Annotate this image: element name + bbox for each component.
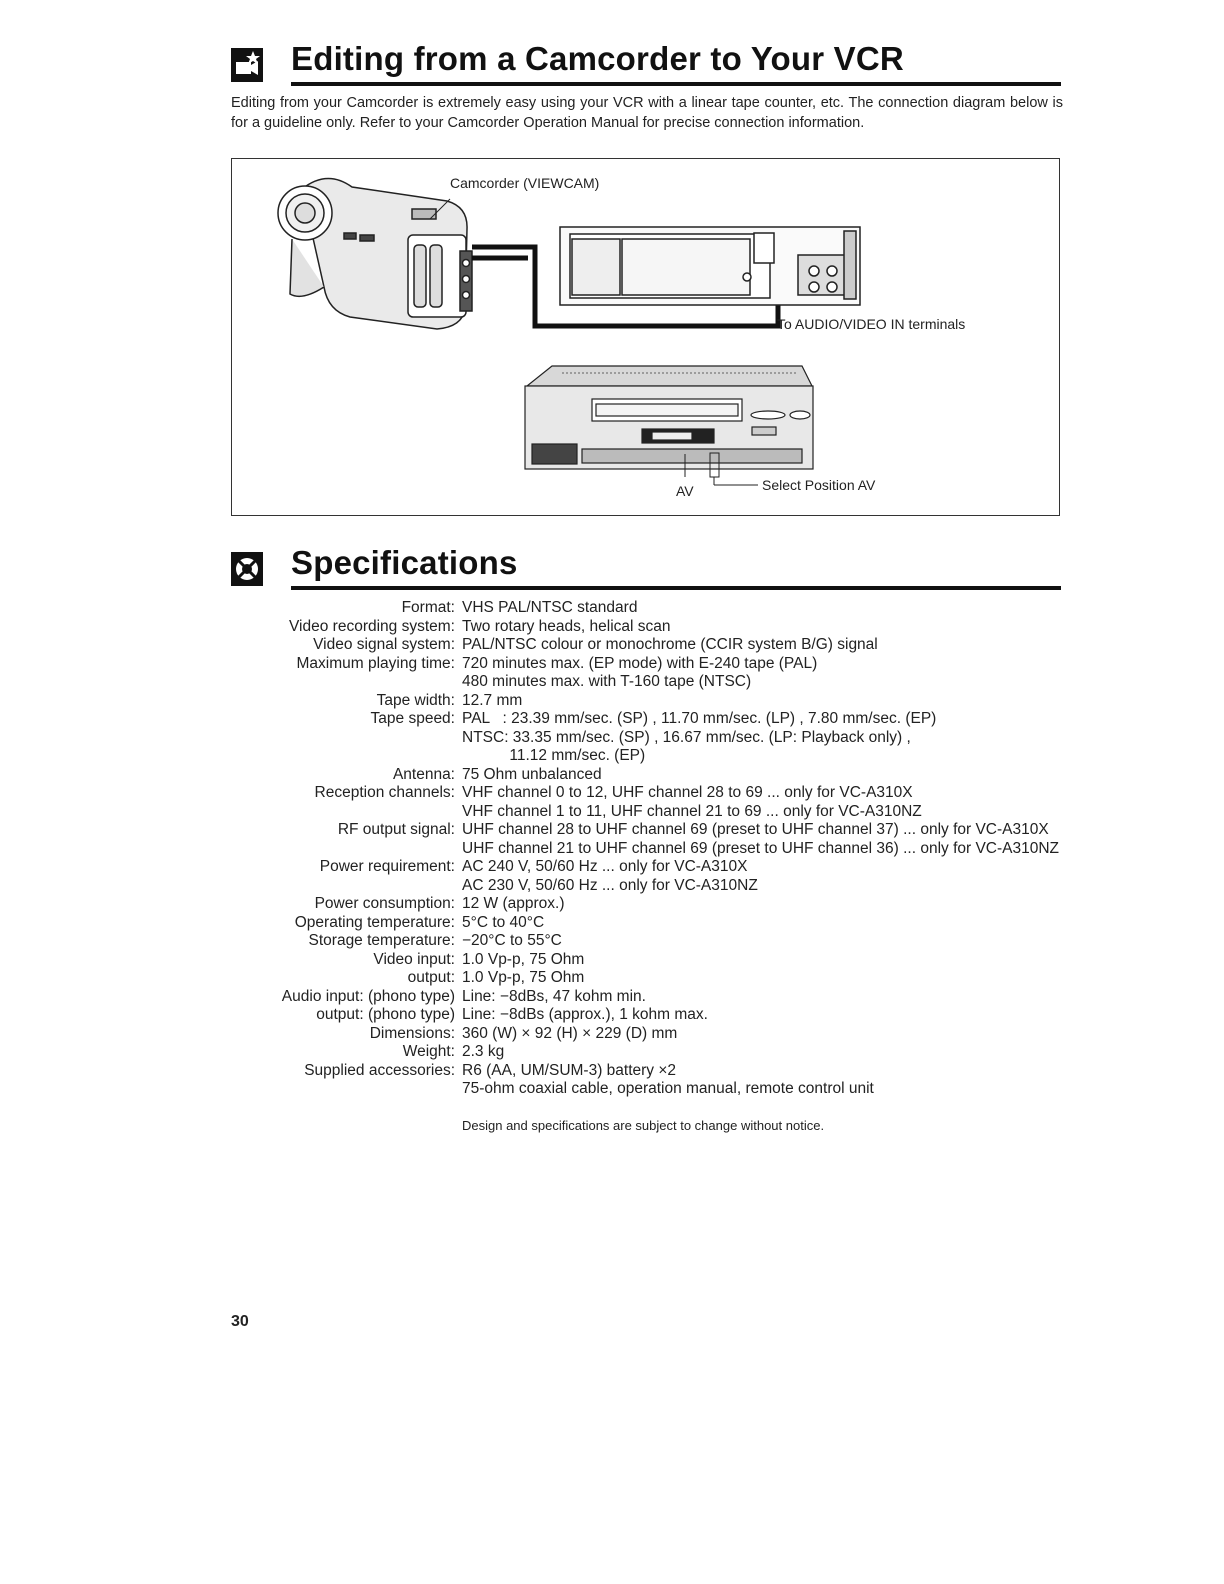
- spec-row: [231, 766, 1071, 785]
- spec-label: Video input:: [373, 950, 455, 968]
- spec-row: [231, 821, 1071, 840]
- spec-value: PAL : 23.39 mm/sec. (SP) , 11.70 mm/sec. (LP) , 7.80 mm/sec. (EP): [462, 710, 937, 727]
- spec-row: [231, 914, 1071, 933]
- spec-value: UHF channel 28 to UHF channel 69 (preset to UHF channel 37) ... only for VC-A310X: [462, 821, 1049, 838]
- spec-row: [231, 784, 1071, 803]
- camcorder-illustration: [278, 178, 472, 329]
- spec-label: [231, 1080, 462, 1099]
- connection-diagram: [231, 158, 1060, 516]
- spec-value: 2.3 kg: [462, 1043, 505, 1060]
- spec-label: Maximum playing time:: [296, 654, 455, 672]
- spec-row: [231, 1062, 1071, 1081]
- spec-label: Format:: [401, 599, 455, 616]
- spec-value: 12.7 mm: [462, 691, 523, 709]
- spec-value: UHF channel 21 to UHF channel 69 (preset to UHF channel 36) ... only for VC-A310NZ: [462, 839, 1060, 857]
- spec-label: Antenna:: [392, 765, 455, 783]
- editing-section-header: [231, 22, 1061, 86]
- camcorder-label: Camcorder (VIEWCAM): [450, 175, 600, 191]
- spec-label: RF output signal:: [337, 821, 455, 838]
- vcr-front-illustration: [525, 366, 813, 469]
- spec-label: Tape width:: [376, 691, 455, 709]
- spec-row: [231, 710, 1071, 729]
- spec-row: [231, 951, 1071, 970]
- spec-row: [231, 655, 1071, 674]
- spec-value: Line: −8dBs (approx.), 1 kohm max.: [462, 1006, 708, 1023]
- spec-row: [231, 636, 1071, 655]
- spec-value: AC 230 V, 50/60 Hz ... only for VC-A310NZ: [462, 876, 758, 894]
- spec-label: Supplied accessories:: [304, 1061, 455, 1079]
- spec-row: [231, 840, 1071, 859]
- terminals-label: To AUDIO/VIDEO IN terminals: [777, 316, 966, 332]
- spec-label: output: (phono type): [316, 1006, 455, 1023]
- spec-row: [231, 895, 1071, 914]
- spec-row: [231, 988, 1071, 1007]
- spec-value: Two rotary heads, helical scan: [462, 617, 671, 635]
- lifebuoy-icon: [231, 552, 263, 586]
- spec-value: 75-ohm coaxial cable, operation manual, remote control unit: [462, 1080, 874, 1097]
- spec-row: [231, 1043, 1071, 1062]
- spec-label: [231, 729, 462, 748]
- spec-label: Operating temperature:: [294, 913, 455, 931]
- av-label: AV: [676, 483, 694, 499]
- spec-value: 75 Ohm unbalanced: [462, 765, 602, 783]
- spec-row: [231, 969, 1071, 988]
- spec-value: 720 minutes max. (EP mode) with E-240 tape (PAL): [462, 654, 818, 672]
- spec-label: [231, 673, 462, 692]
- spec-row: [231, 1006, 1071, 1025]
- spec-value: 5°C to 40°C: [462, 913, 545, 931]
- spec-row: [231, 618, 1071, 637]
- select-position-label: Select Position AV: [762, 477, 876, 493]
- spec-value: 1.0 Vp-p, 75 Ohm: [462, 950, 585, 968]
- vcr-rear-panel: [560, 227, 860, 305]
- spec-row: [231, 877, 1071, 896]
- spec-value: 12 W (approx.): [462, 895, 565, 912]
- title-rule: [291, 586, 1061, 590]
- spec-label: Reception channels:: [314, 784, 455, 801]
- spec-value: VHS PAL/NTSC standard: [462, 599, 638, 616]
- editing-title: Editing from a Camcorder to Your VCR: [291, 40, 904, 77]
- spec-value: −20°C to 55°C: [462, 932, 562, 949]
- connection-illustration: [232, 159, 1061, 517]
- spec-value: 11.12 mm/sec. (EP): [462, 747, 646, 764]
- spec-label: output:: [407, 969, 455, 986]
- spec-row: [231, 692, 1071, 711]
- page-number: 30: [231, 1313, 249, 1330]
- spec-label: [231, 803, 462, 822]
- spec-value: 1.0 Vp-p, 75 Ohm: [462, 969, 585, 986]
- spec-value: Line: −8dBs, 47 kohm min.: [462, 987, 646, 1005]
- spec-row: [231, 747, 1071, 766]
- spec-row: [231, 599, 1071, 618]
- spec-label: Power consumption:: [314, 895, 455, 912]
- specifications-table: [231, 599, 1071, 1099]
- spec-label: Dimensions:: [369, 1024, 455, 1042]
- disclaimer: Design and specifications are subject to change without notice.: [462, 1118, 825, 1133]
- spec-label: [231, 840, 462, 859]
- spec-row: [231, 729, 1071, 748]
- spec-label: Video signal system:: [313, 636, 455, 653]
- spec-label: Storage temperature:: [308, 932, 455, 949]
- editing-intro: Editing from your Camcorder is extremely easy using your VCR with a linear tape counter, etc. The connection diagram below is for a guideline only. Refer to your Camcorder Operation Manual for precise connection information.: [231, 95, 1063, 131]
- spec-value: PAL/NTSC colour or monochrome (CCIR system B/G) signal: [462, 636, 878, 653]
- spec-row: [231, 673, 1071, 692]
- spec-label: Weight:: [402, 1043, 455, 1060]
- spec-value: NTSC: 33.35 mm/sec. (SP) , 16.67 mm/sec. (LP: Playback only) ,: [462, 728, 911, 746]
- spec-label: Video recording system:: [289, 617, 455, 635]
- camera-star-icon: [231, 48, 263, 82]
- spec-label: Audio input: (phono type): [281, 987, 455, 1005]
- spec-row: [231, 932, 1071, 951]
- spec-value: VHF channel 1 to 11, UHF channel 21 to 69 ... only for VC-A310NZ: [462, 802, 922, 820]
- title-rule: [291, 82, 1061, 86]
- spec-label: Tape speed:: [370, 710, 455, 727]
- spec-label: Power requirement:: [319, 858, 455, 875]
- specifications-title: Specifications: [291, 544, 518, 581]
- spec-label: [231, 877, 462, 896]
- spec-row: [231, 1080, 1071, 1099]
- spec-value: R6 (AA, UM/SUM-3) battery ×2: [462, 1061, 677, 1079]
- spec-row: [231, 1025, 1071, 1044]
- spec-value: AC 240 V, 50/60 Hz ... only for VC-A310X: [462, 858, 748, 875]
- spec-value: 360 (W) × 92 (H) × 229 (D) mm: [462, 1024, 678, 1042]
- spec-label: [231, 747, 462, 766]
- spec-row: [231, 803, 1071, 822]
- spec-value: 480 minutes max. with T-160 tape (NTSC): [462, 673, 752, 690]
- spec-row: [231, 858, 1071, 877]
- specifications-section-header: [231, 526, 1061, 590]
- spec-value: VHF channel 0 to 12, UHF channel 28 to 69 ... only for VC-A310X: [462, 784, 913, 801]
